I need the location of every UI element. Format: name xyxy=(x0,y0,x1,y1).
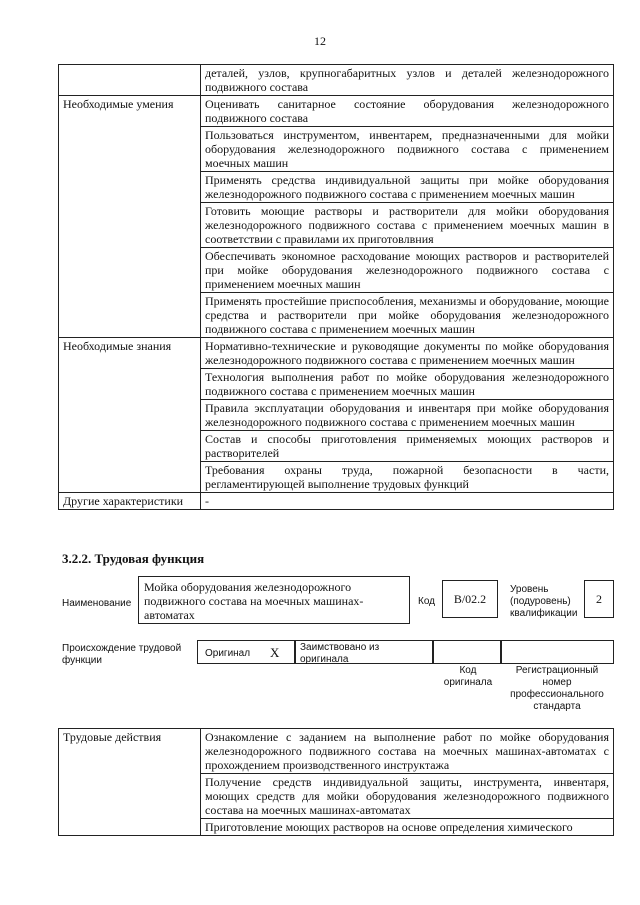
code-label: Код xyxy=(418,596,436,607)
table-row xyxy=(59,729,614,774)
actions-table xyxy=(58,728,614,836)
knowledge-item: Состав и способы приготовления применяемых моющих растворов и растворителей xyxy=(201,431,614,462)
table-row xyxy=(59,493,614,510)
name-label: Наименование xyxy=(62,598,132,609)
actions-label: Трудовые действия xyxy=(59,729,201,836)
skill-item: Применять средства индивидуальной защиты при мойке оборудования железнодорожного подвижного состава с применением моечных машин xyxy=(201,172,614,203)
page-number: 12 xyxy=(314,34,326,48)
level-value: 2 xyxy=(596,592,602,606)
section-title: 3.2.2. Трудовая функция xyxy=(62,551,205,566)
requirements-table xyxy=(58,64,614,510)
function-code-box xyxy=(442,580,498,618)
table-row xyxy=(59,65,614,96)
origin-label: Происхождение трудовой функции xyxy=(62,643,182,666)
knowledge-label: Необходимые знания xyxy=(59,338,201,493)
skill-item: Готовить моющие растворы и растворители для мойки оборудования железнодорожного подвижного состава с применением моечных машин в соответствии с правилами их приготовлвния xyxy=(201,203,614,248)
reg-number-caption: Регистрационный номер профессионального стандарта xyxy=(510,665,604,712)
knowledge-item: Требования охраны труда, пожарной безопасности в части, регламентирующей выполнение трудовых функций xyxy=(201,462,614,493)
knowledge-item: Правила эксплуатации оборудования и инвентаря при мойке оборудования железнодорожного подвижного состава с применением моечных машин xyxy=(201,400,614,431)
borrowed-box xyxy=(295,640,433,664)
knowledge-item: Технология выполнения работ по мойке оборудования железнодорожного подвижного состава с применением моечных машин xyxy=(201,369,614,400)
code-original-box xyxy=(433,640,501,664)
level-label: Уровень (подуровень) квалификации xyxy=(510,584,578,619)
table-row xyxy=(59,96,614,127)
original-label: Оригинал xyxy=(205,648,251,659)
knowledge-item: Нормативно-технические и руководящие документы по мойке оборудования железнодорожного подвижного состава с применением моечных машин xyxy=(201,338,614,369)
other-value: - xyxy=(201,493,614,510)
original-box xyxy=(197,640,295,664)
action-item: Ознакомление с заданием на выполнение работ по мойке оборудования железнодорожного подвижного состава на моечных машинах-автоматах с прохождением производственного инструктажа xyxy=(201,729,614,774)
reg-number-box xyxy=(501,640,614,664)
action-item: Приготовление моющих растворов на основе определения химического xyxy=(201,819,614,836)
function-code-value: В/02.2 xyxy=(453,592,487,606)
function-name-value: Мойка оборудования железнодорожного подвижного состава на моечных машинах-автоматах xyxy=(144,580,364,622)
code-original-caption: Код оригинала xyxy=(443,665,493,688)
table-row xyxy=(59,338,614,369)
skill-item: Применять простейшие приспособления, механизмы и оборудование, моющие средства и растворители при мойке оборудования железнодорожного подвижного состава с применением моечных машин xyxy=(201,293,614,338)
continuation-cell: деталей, узлов, крупногабаритных узлов и деталей железнодорожного подвижного состава xyxy=(201,65,614,96)
action-item: Получение средств индивидуальной защиты, инструмента, инвентаря, моющих средств для мойки оборудования железнодорожного подвижного состава на моечных машинах-автоматах xyxy=(201,774,614,819)
skill-item: Обеспечивать экономное расходование моющих растворов и растворителей при мойке оборудования железнодорожного подвижного состава с применением моечных машин xyxy=(201,248,614,293)
function-name-box xyxy=(138,576,410,624)
borrowed-label: Заимствовано из оригинала xyxy=(300,642,380,665)
skill-item: Пользоваться инструментом, инвентарем, предназначенными для мойки оборудования железнодорожного подвижного состава с применением моечных машин xyxy=(201,127,614,172)
empty-label-cell xyxy=(59,65,201,96)
skills-label: Необходимые умения xyxy=(59,96,201,338)
level-box xyxy=(584,580,614,618)
skill-item: Оценивать санитарное состояние оборудования железнодорожного подвижного состава xyxy=(201,96,614,127)
other-label: Другие характеристики xyxy=(59,493,201,510)
original-mark: X xyxy=(270,645,280,660)
